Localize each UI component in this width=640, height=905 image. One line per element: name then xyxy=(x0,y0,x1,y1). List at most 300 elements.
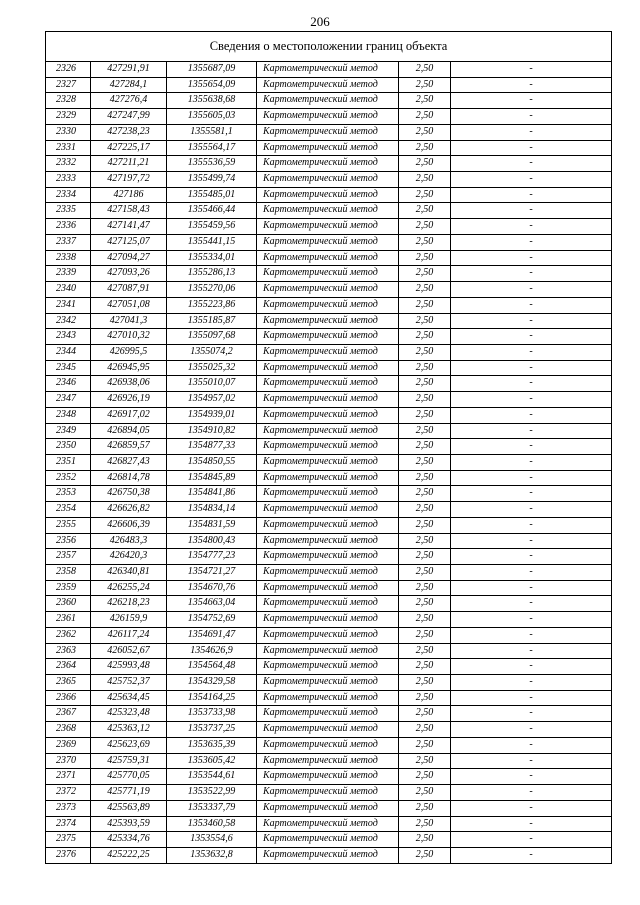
method-cell: Картометрический метод xyxy=(257,172,399,188)
accuracy-cell: 2,50 xyxy=(399,219,451,235)
point-number-cell: 2364 xyxy=(46,659,91,675)
note-cell: - xyxy=(451,596,612,612)
table-row xyxy=(46,124,612,140)
table-row xyxy=(46,659,612,675)
method-cell: Картометрический метод xyxy=(257,769,399,785)
note-cell: - xyxy=(451,580,612,596)
accuracy-cell: 2,50 xyxy=(399,706,451,722)
method-cell: Картометрический метод xyxy=(257,753,399,769)
point-number-cell: 2370 xyxy=(46,753,91,769)
table-row xyxy=(46,203,612,219)
point-number-cell: 2356 xyxy=(46,533,91,549)
y-coordinate-cell: 1353554,6 xyxy=(167,832,257,848)
y-coordinate-cell: 1355485,01 xyxy=(167,187,257,203)
x-coordinate-cell: 426917,02 xyxy=(91,407,167,423)
table-row xyxy=(46,109,612,125)
accuracy-cell: 2,50 xyxy=(399,612,451,628)
y-coordinate-cell: 1353522,99 xyxy=(167,785,257,801)
x-coordinate-cell: 427093,26 xyxy=(91,266,167,282)
point-number-cell: 2373 xyxy=(46,800,91,816)
y-coordinate-cell: 1353337,79 xyxy=(167,800,257,816)
note-cell: - xyxy=(451,234,612,250)
table-row xyxy=(46,785,612,801)
table-row xyxy=(46,549,612,565)
y-coordinate-cell: 1353733,98 xyxy=(167,706,257,722)
x-coordinate-cell: 425363,12 xyxy=(91,722,167,738)
note-cell: - xyxy=(451,800,612,816)
table-row xyxy=(46,250,612,266)
y-coordinate-cell: 1354957,02 xyxy=(167,392,257,408)
note-cell: - xyxy=(451,722,612,738)
note-cell: - xyxy=(451,407,612,423)
accuracy-cell: 2,50 xyxy=(399,659,451,675)
point-number-cell: 2368 xyxy=(46,722,91,738)
y-coordinate-cell: 1355687,09 xyxy=(167,62,257,78)
table-row xyxy=(46,486,612,502)
note-cell: - xyxy=(451,533,612,549)
y-coordinate-cell: 1355010,07 xyxy=(167,376,257,392)
y-coordinate-cell: 1354670,76 xyxy=(167,580,257,596)
accuracy-cell: 2,50 xyxy=(399,454,451,470)
point-number-cell: 2342 xyxy=(46,313,91,329)
y-coordinate-cell: 1355536,59 xyxy=(167,156,257,172)
table-row xyxy=(46,62,612,78)
y-coordinate-cell: 1354834,14 xyxy=(167,502,257,518)
method-cell: Картометрический метод xyxy=(257,344,399,360)
note-cell: - xyxy=(451,392,612,408)
table-row xyxy=(46,266,612,282)
method-cell: Картометрический метод xyxy=(257,627,399,643)
accuracy-cell: 2,50 xyxy=(399,376,451,392)
table-row xyxy=(46,297,612,313)
note-cell: - xyxy=(451,486,612,502)
note-cell: - xyxy=(451,832,612,848)
y-coordinate-cell: 1354164,25 xyxy=(167,690,257,706)
y-coordinate-cell: 1354626,9 xyxy=(167,643,257,659)
point-number-cell: 2328 xyxy=(46,93,91,109)
method-cell: Картометрический метод xyxy=(257,313,399,329)
method-cell: Картометрический метод xyxy=(257,722,399,738)
x-coordinate-cell: 425770,05 xyxy=(91,769,167,785)
note-cell: - xyxy=(451,329,612,345)
accuracy-cell: 2,50 xyxy=(399,360,451,376)
accuracy-cell: 2,50 xyxy=(399,627,451,643)
note-cell: - xyxy=(451,565,612,581)
point-number-cell: 2335 xyxy=(46,203,91,219)
accuracy-cell: 2,50 xyxy=(399,580,451,596)
y-coordinate-cell: 1354777,23 xyxy=(167,549,257,565)
table-row xyxy=(46,816,612,832)
y-coordinate-cell: 1353737,25 xyxy=(167,722,257,738)
note-cell: - xyxy=(451,470,612,486)
method-cell: Картометрический метод xyxy=(257,329,399,345)
accuracy-cell: 2,50 xyxy=(399,769,451,785)
x-coordinate-cell: 427087,91 xyxy=(91,282,167,298)
x-coordinate-cell: 426218,23 xyxy=(91,596,167,612)
method-cell: Картометрический метод xyxy=(257,282,399,298)
y-coordinate-cell: 1354691,47 xyxy=(167,627,257,643)
point-number-cell: 2361 xyxy=(46,612,91,628)
table-row xyxy=(46,675,612,691)
accuracy-cell: 2,50 xyxy=(399,549,451,565)
method-cell: Картометрический метод xyxy=(257,502,399,518)
accuracy-cell: 2,50 xyxy=(399,124,451,140)
method-cell: Картометрический метод xyxy=(257,847,399,863)
accuracy-cell: 2,50 xyxy=(399,596,451,612)
table-row xyxy=(46,533,612,549)
y-coordinate-cell: 1355270,06 xyxy=(167,282,257,298)
table-row xyxy=(46,627,612,643)
table-row xyxy=(46,596,612,612)
y-coordinate-cell: 1354910,82 xyxy=(167,423,257,439)
x-coordinate-cell: 425759,31 xyxy=(91,753,167,769)
point-number-cell: 2375 xyxy=(46,832,91,848)
y-coordinate-cell: 1353635,39 xyxy=(167,737,257,753)
x-coordinate-cell: 427197,72 xyxy=(91,172,167,188)
method-cell: Картометрический метод xyxy=(257,454,399,470)
table-row xyxy=(46,93,612,109)
x-coordinate-cell: 425993,48 xyxy=(91,659,167,675)
method-cell: Картометрический метод xyxy=(257,77,399,93)
x-coordinate-cell: 426483,3 xyxy=(91,533,167,549)
y-coordinate-cell: 1355286,13 xyxy=(167,266,257,282)
method-cell: Картометрический метод xyxy=(257,565,399,581)
note-cell: - xyxy=(451,62,612,78)
table-row xyxy=(46,282,612,298)
boundary-coordinates-table xyxy=(45,31,612,864)
method-cell: Картометрический метод xyxy=(257,187,399,203)
x-coordinate-cell: 426255,24 xyxy=(91,580,167,596)
point-number-cell: 2355 xyxy=(46,517,91,533)
method-cell: Картометрический метод xyxy=(257,62,399,78)
point-number-cell: 2337 xyxy=(46,234,91,250)
accuracy-cell: 2,50 xyxy=(399,533,451,549)
table-row xyxy=(46,690,612,706)
x-coordinate-cell: 427276,4 xyxy=(91,93,167,109)
point-number-cell: 2333 xyxy=(46,172,91,188)
x-coordinate-cell: 425634,45 xyxy=(91,690,167,706)
x-coordinate-cell: 425623,69 xyxy=(91,737,167,753)
accuracy-cell: 2,50 xyxy=(399,470,451,486)
method-cell: Картометрический метод xyxy=(257,486,399,502)
point-number-cell: 2345 xyxy=(46,360,91,376)
y-coordinate-cell: 1354841,86 xyxy=(167,486,257,502)
x-coordinate-cell: 426750,38 xyxy=(91,486,167,502)
note-cell: - xyxy=(451,690,612,706)
point-number-cell: 2359 xyxy=(46,580,91,596)
note-cell: - xyxy=(451,706,612,722)
method-cell: Картометрический метод xyxy=(257,140,399,156)
note-cell: - xyxy=(451,360,612,376)
table-row xyxy=(46,753,612,769)
accuracy-cell: 2,50 xyxy=(399,109,451,125)
y-coordinate-cell: 1353632,8 xyxy=(167,847,257,863)
accuracy-cell: 2,50 xyxy=(399,234,451,250)
table-row xyxy=(46,580,612,596)
table-row xyxy=(46,800,612,816)
point-number-cell: 2336 xyxy=(46,219,91,235)
method-cell: Картометрический метод xyxy=(257,297,399,313)
accuracy-cell: 2,50 xyxy=(399,172,451,188)
table-row xyxy=(46,439,612,455)
table-row xyxy=(46,407,612,423)
y-coordinate-cell: 1355466,44 xyxy=(167,203,257,219)
point-number-cell: 2329 xyxy=(46,109,91,125)
point-number-cell: 2372 xyxy=(46,785,91,801)
table-row xyxy=(46,219,612,235)
accuracy-cell: 2,50 xyxy=(399,329,451,345)
note-cell: - xyxy=(451,423,612,439)
x-coordinate-cell: 427010,32 xyxy=(91,329,167,345)
method-cell: Картометрический метод xyxy=(257,785,399,801)
table-row xyxy=(46,344,612,360)
y-coordinate-cell: 1354831,59 xyxy=(167,517,257,533)
x-coordinate-cell: 427247,99 xyxy=(91,109,167,125)
y-coordinate-cell: 1355097,68 xyxy=(167,329,257,345)
y-coordinate-cell: 1353544,61 xyxy=(167,769,257,785)
table-row xyxy=(46,722,612,738)
accuracy-cell: 2,50 xyxy=(399,753,451,769)
method-cell: Картометрический метод xyxy=(257,203,399,219)
accuracy-cell: 2,50 xyxy=(399,800,451,816)
note-cell: - xyxy=(451,156,612,172)
table-row xyxy=(46,470,612,486)
note-cell: - xyxy=(451,769,612,785)
accuracy-cell: 2,50 xyxy=(399,203,451,219)
table-row xyxy=(46,706,612,722)
x-coordinate-cell: 426894,05 xyxy=(91,423,167,439)
point-number-cell: 2340 xyxy=(46,282,91,298)
note-cell: - xyxy=(451,124,612,140)
x-coordinate-cell: 426938,06 xyxy=(91,376,167,392)
method-cell: Картометрический метод xyxy=(257,234,399,250)
table-row xyxy=(46,376,612,392)
table-row xyxy=(46,454,612,470)
point-number-cell: 2354 xyxy=(46,502,91,518)
table-row xyxy=(46,156,612,172)
method-cell: Картометрический метод xyxy=(257,643,399,659)
note-cell: - xyxy=(451,847,612,863)
note-cell: - xyxy=(451,454,612,470)
accuracy-cell: 2,50 xyxy=(399,722,451,738)
point-number-cell: 2346 xyxy=(46,376,91,392)
point-number-cell: 2350 xyxy=(46,439,91,455)
x-coordinate-cell: 425563,89 xyxy=(91,800,167,816)
method-cell: Картометрический метод xyxy=(257,659,399,675)
x-coordinate-cell: 426052,67 xyxy=(91,643,167,659)
accuracy-cell: 2,50 xyxy=(399,565,451,581)
y-coordinate-cell: 1353605,42 xyxy=(167,753,257,769)
point-number-cell: 2374 xyxy=(46,816,91,832)
x-coordinate-cell: 426827,43 xyxy=(91,454,167,470)
accuracy-cell: 2,50 xyxy=(399,439,451,455)
method-cell: Картометрический метод xyxy=(257,612,399,628)
accuracy-cell: 2,50 xyxy=(399,250,451,266)
point-number-cell: 2341 xyxy=(46,297,91,313)
point-number-cell: 2362 xyxy=(46,627,91,643)
point-number-cell: 2366 xyxy=(46,690,91,706)
point-number-cell: 2347 xyxy=(46,392,91,408)
method-cell: Картометрический метод xyxy=(257,423,399,439)
note-cell: - xyxy=(451,643,612,659)
method-cell: Картометрический метод xyxy=(257,439,399,455)
table-row xyxy=(46,565,612,581)
x-coordinate-cell: 427238,23 xyxy=(91,124,167,140)
table-row xyxy=(46,502,612,518)
note-cell: - xyxy=(451,344,612,360)
y-coordinate-cell: 1354721,27 xyxy=(167,565,257,581)
note-cell: - xyxy=(451,140,612,156)
method-cell: Картометрический метод xyxy=(257,250,399,266)
x-coordinate-cell: 425323,48 xyxy=(91,706,167,722)
method-cell: Картометрический метод xyxy=(257,549,399,565)
note-cell: - xyxy=(451,675,612,691)
accuracy-cell: 2,50 xyxy=(399,832,451,848)
point-number-cell: 2344 xyxy=(46,344,91,360)
x-coordinate-cell: 426340,81 xyxy=(91,565,167,581)
note-cell: - xyxy=(451,250,612,266)
method-cell: Картометрический метод xyxy=(257,266,399,282)
note-cell: - xyxy=(451,172,612,188)
accuracy-cell: 2,50 xyxy=(399,93,451,109)
table-row xyxy=(46,140,612,156)
x-coordinate-cell: 426626,82 xyxy=(91,502,167,518)
page-number: 206 xyxy=(310,14,330,29)
method-cell: Картометрический метод xyxy=(257,690,399,706)
x-coordinate-cell: 427094,27 xyxy=(91,250,167,266)
accuracy-cell: 2,50 xyxy=(399,816,451,832)
note-cell: - xyxy=(451,753,612,769)
table-body xyxy=(46,62,612,864)
method-cell: Картометрический метод xyxy=(257,124,399,140)
method-cell: Картометрический метод xyxy=(257,596,399,612)
method-cell: Картометрический метод xyxy=(257,219,399,235)
x-coordinate-cell: 427225,17 xyxy=(91,140,167,156)
table-row xyxy=(46,423,612,439)
point-number-cell: 2360 xyxy=(46,596,91,612)
x-coordinate-cell: 425334,76 xyxy=(91,832,167,848)
table-row xyxy=(46,392,612,408)
point-number-cell: 2353 xyxy=(46,486,91,502)
y-coordinate-cell: 1355581,1 xyxy=(167,124,257,140)
table-row xyxy=(46,643,612,659)
accuracy-cell: 2,50 xyxy=(399,344,451,360)
y-coordinate-cell: 1355074,2 xyxy=(167,344,257,360)
y-coordinate-cell: 1354939,01 xyxy=(167,407,257,423)
accuracy-cell: 2,50 xyxy=(399,187,451,203)
table-row xyxy=(46,847,612,863)
point-number-cell: 2343 xyxy=(46,329,91,345)
note-cell: - xyxy=(451,93,612,109)
x-coordinate-cell: 427186 xyxy=(91,187,167,203)
x-coordinate-cell: 425222,25 xyxy=(91,847,167,863)
table-row xyxy=(46,187,612,203)
accuracy-cell: 2,50 xyxy=(399,486,451,502)
y-coordinate-cell: 1355638,68 xyxy=(167,93,257,109)
x-coordinate-cell: 425393,59 xyxy=(91,816,167,832)
table-row xyxy=(46,769,612,785)
accuracy-cell: 2,50 xyxy=(399,77,451,93)
y-coordinate-cell: 1354845,89 xyxy=(167,470,257,486)
point-number-cell: 2365 xyxy=(46,675,91,691)
note-cell: - xyxy=(451,282,612,298)
point-number-cell: 2376 xyxy=(46,847,91,863)
point-number-cell: 2367 xyxy=(46,706,91,722)
y-coordinate-cell: 1355334,01 xyxy=(167,250,257,266)
y-coordinate-cell: 1354663,04 xyxy=(167,596,257,612)
note-cell: - xyxy=(451,376,612,392)
x-coordinate-cell: 426420,3 xyxy=(91,549,167,565)
point-number-cell: 2339 xyxy=(46,266,91,282)
accuracy-cell: 2,50 xyxy=(399,62,451,78)
note-cell: - xyxy=(451,297,612,313)
x-coordinate-cell: 425752,37 xyxy=(91,675,167,691)
table-row xyxy=(46,77,612,93)
accuracy-cell: 2,50 xyxy=(399,737,451,753)
accuracy-cell: 2,50 xyxy=(399,423,451,439)
x-coordinate-cell: 426926,19 xyxy=(91,392,167,408)
x-coordinate-cell: 426117,24 xyxy=(91,627,167,643)
y-coordinate-cell: 1354877,33 xyxy=(167,439,257,455)
table-row xyxy=(46,234,612,250)
note-cell: - xyxy=(451,659,612,675)
x-coordinate-cell: 426814,78 xyxy=(91,470,167,486)
note-cell: - xyxy=(451,785,612,801)
note-cell: - xyxy=(451,549,612,565)
method-cell: Картометрический метод xyxy=(257,407,399,423)
method-cell: Картометрический метод xyxy=(257,737,399,753)
x-coordinate-cell: 427141,47 xyxy=(91,219,167,235)
point-number-cell: 2332 xyxy=(46,156,91,172)
x-coordinate-cell: 427125,07 xyxy=(91,234,167,250)
x-coordinate-cell: 427291,91 xyxy=(91,62,167,78)
point-number-cell: 2357 xyxy=(46,549,91,565)
note-cell: - xyxy=(451,109,612,125)
table-title-row xyxy=(46,32,612,62)
point-number-cell: 2371 xyxy=(46,769,91,785)
y-coordinate-cell: 1354329,58 xyxy=(167,675,257,691)
x-coordinate-cell: 427041,3 xyxy=(91,313,167,329)
point-number-cell: 2363 xyxy=(46,643,91,659)
accuracy-cell: 2,50 xyxy=(399,266,451,282)
note-cell: - xyxy=(451,816,612,832)
y-coordinate-cell: 1355459,56 xyxy=(167,219,257,235)
accuracy-cell: 2,50 xyxy=(399,502,451,518)
accuracy-cell: 2,50 xyxy=(399,297,451,313)
point-number-cell: 2352 xyxy=(46,470,91,486)
note-cell: - xyxy=(451,439,612,455)
x-coordinate-cell: 426159,9 xyxy=(91,612,167,628)
note-cell: - xyxy=(451,502,612,518)
x-coordinate-cell: 427284,1 xyxy=(91,77,167,93)
method-cell: Картометрический метод xyxy=(257,706,399,722)
point-number-cell: 2338 xyxy=(46,250,91,266)
method-cell: Картометрический метод xyxy=(257,470,399,486)
note-cell: - xyxy=(451,313,612,329)
method-cell: Картометрический метод xyxy=(257,156,399,172)
accuracy-cell: 2,50 xyxy=(399,282,451,298)
y-coordinate-cell: 1355441,15 xyxy=(167,234,257,250)
point-number-cell: 2348 xyxy=(46,407,91,423)
method-cell: Картометрический метод xyxy=(257,93,399,109)
method-cell: Картометрический метод xyxy=(257,109,399,125)
y-coordinate-cell: 1355654,09 xyxy=(167,77,257,93)
method-cell: Картометрический метод xyxy=(257,376,399,392)
x-coordinate-cell: 426945,95 xyxy=(91,360,167,376)
point-number-cell: 2351 xyxy=(46,454,91,470)
y-coordinate-cell: 1354752,69 xyxy=(167,612,257,628)
accuracy-cell: 2,50 xyxy=(399,392,451,408)
